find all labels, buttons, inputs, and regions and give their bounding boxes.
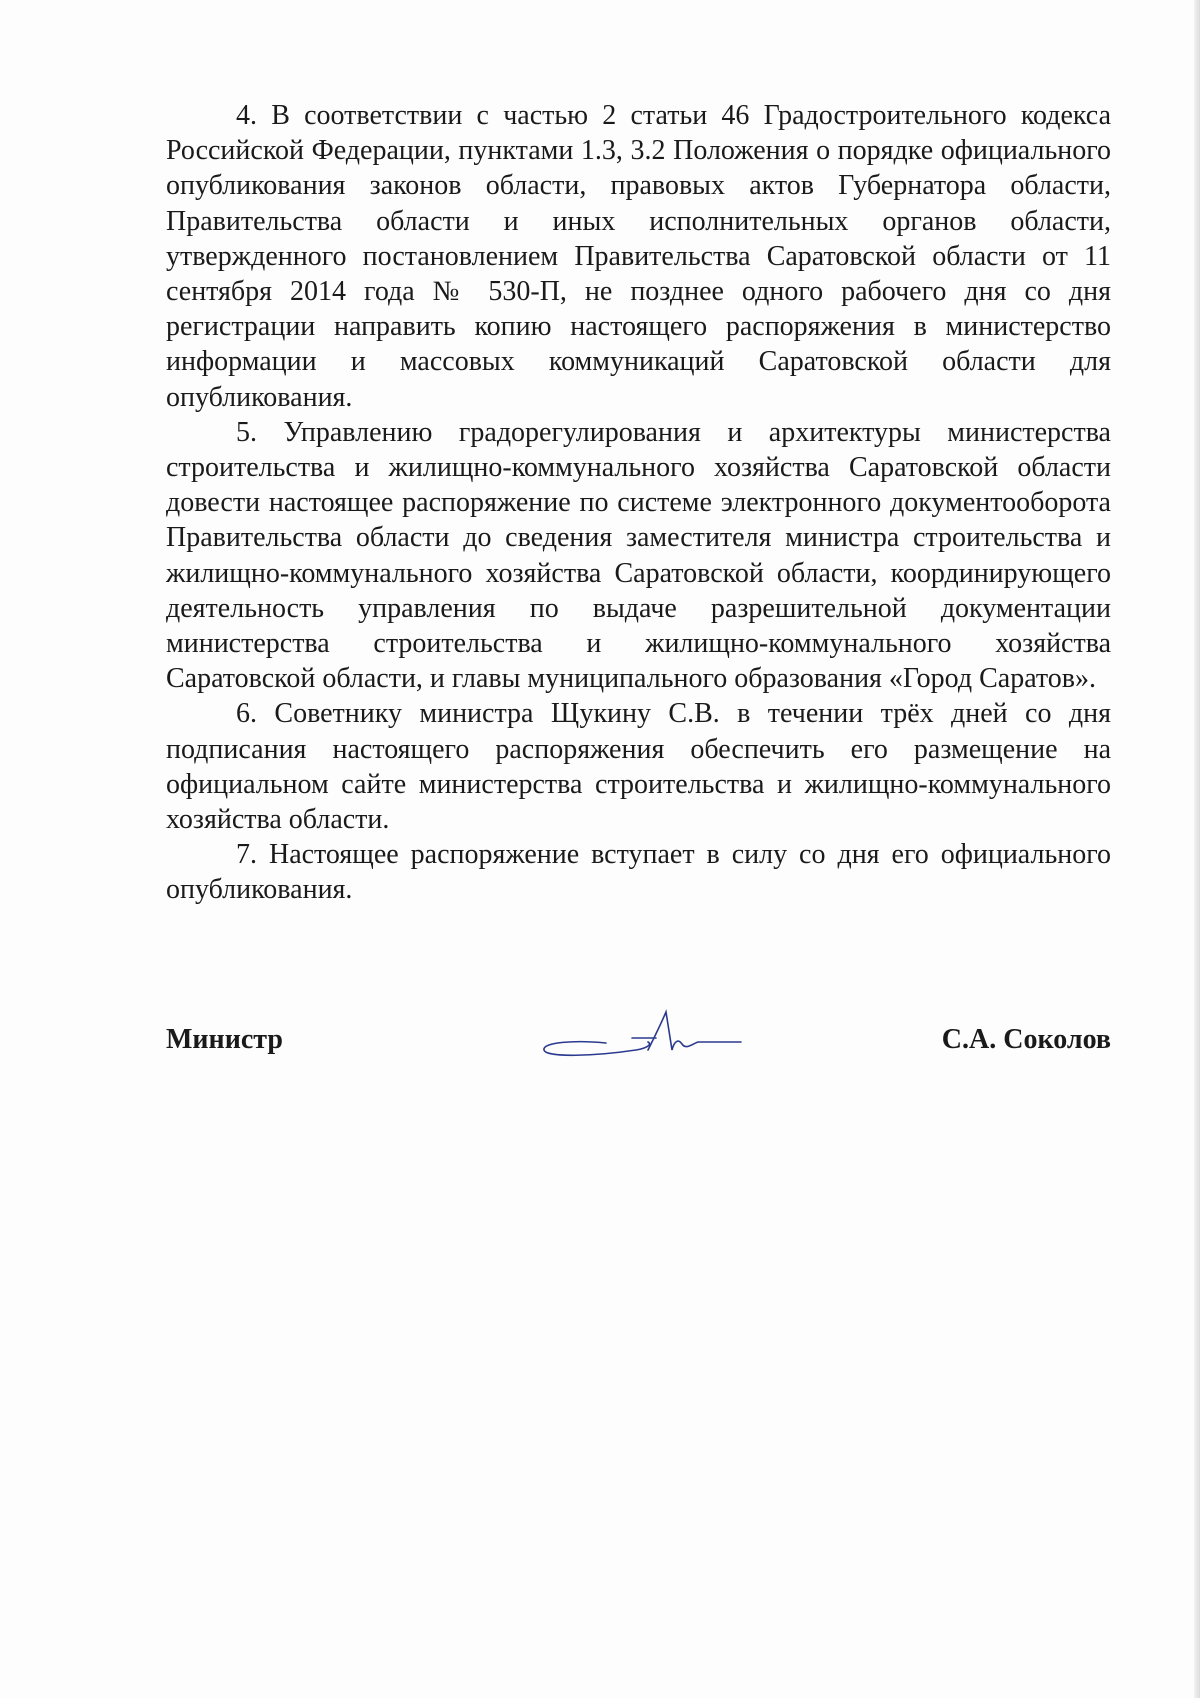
signatory-title: Министр <box>166 1024 283 1055</box>
signature-block <box>166 1020 1111 1060</box>
signatory-name: С.А. Соколов <box>941 1024 1111 1055</box>
paragraph-6: 6. Советнику министра Щукину С.В. в течении трёх дней со дня подписания настоящего распоряжения обеспечить его размещение на официальном сайте министерства строительства и жилищно-коммунального хозяйства области. <box>166 698 1111 836</box>
document-body <box>166 98 1111 908</box>
paragraph-4: 4. В соответствии с частью 2 статьи 46 Градостроительного кодекса Российской Федерации, пунктами 1.3, 3.2 Положения о порядке официального опубликования законов области, правовых актов Губернатора области, Правительства области и иных исполнительных органов области, утвержденного постановлением Правительства Саратовской области от 11 сентября 2014 года № 530-П, не позднее одного рабочего дня со дня регистрации направить копию настоящего распоряжения в министерство информации и массовых коммуникаций Саратовской области для опубликования. <box>166 100 1111 413</box>
scan-edge <box>1194 0 1200 1698</box>
paragraph-5: 5. Управлению градорегулирования и архитектуры министерства строительства и жилищно-коммунального хозяйства Саратовской области довести настоящее распоряжение по системе электронного документооборота Правительства области до сведения заместителя министра строительства и жилищно-коммунального хозяйства Саратовской области, координирующего деятельность управления по выдаче разрешительной документации министерства строительства и жилищно-коммунального хозяйства Саратовской области, и главы муниципального образования «Город Саратов». <box>166 416 1111 695</box>
paragraph-7: 7. Настоящее распоряжение вступает в силу со дня его официального опубликования. <box>166 839 1111 906</box>
